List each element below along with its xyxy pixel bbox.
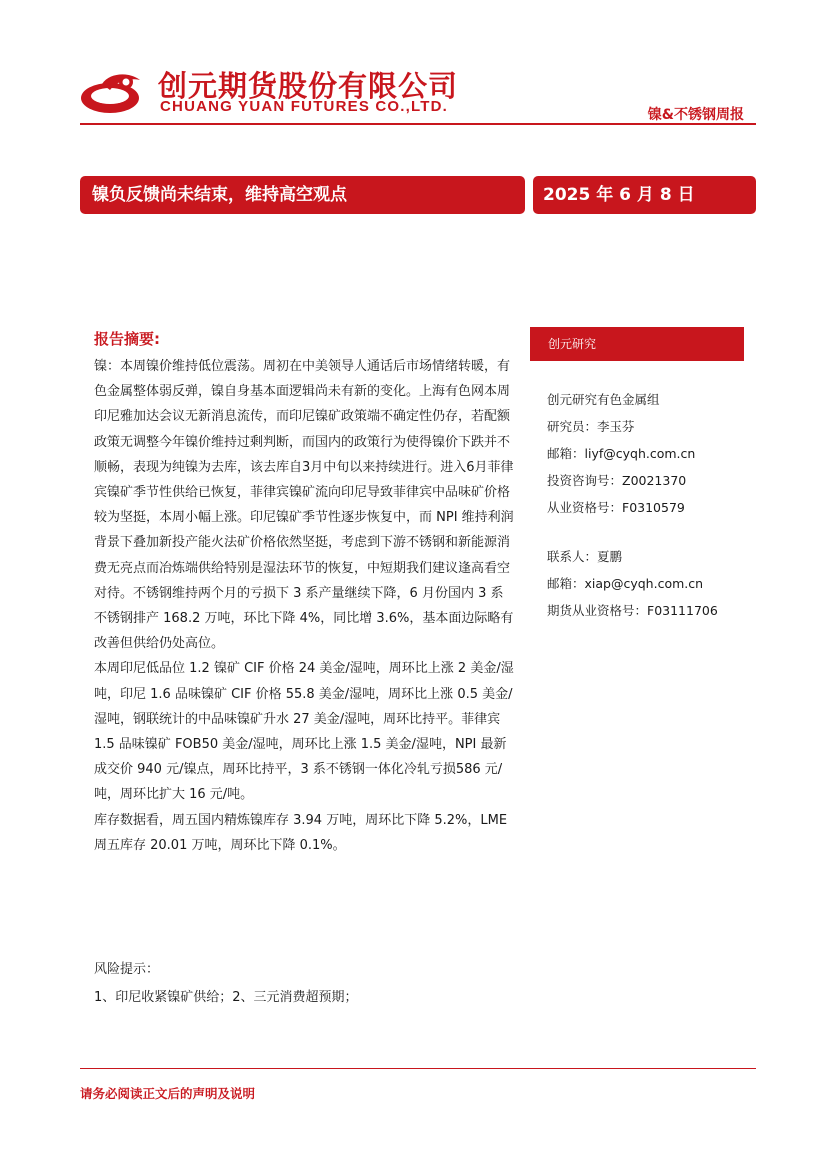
company-name-en: CHUANG YUAN FUTURES CO.,LTD. [160, 98, 449, 115]
license-number: 从业资格号：F0310579 [547, 500, 685, 515]
company-logo-icon [80, 70, 150, 116]
header-divider [80, 123, 756, 125]
sidebar-banner: 创元研究 [530, 327, 744, 361]
contact-info [547, 543, 718, 624]
futures-license-number: 期货从业资格号：F03111706 [547, 603, 718, 618]
risk-label: 风险提示： [94, 962, 160, 977]
analyst-info [547, 386, 695, 521]
contact-email: 邮箱：xiap@cyqh.com.cn [547, 576, 704, 591]
summary-paragraph-prices: 本周印尼低品位 1.2 镍矿 CIF 价格 24 美金/湿吨，周环比上涨 2 美金/湿吨，印尼 1.6 品味镍矿 CIF 价格 55.8 美金/湿吨，周环比上涨 0.5 美金/湿吨，钢联统计的中品味镍矿升水 27 美金/湿吨，周环比持平。菲律宾 1.5 品味镍矿 FOB50 美金/湿吨，周环比上涨 1.5 美金/湿吨，NPI 最新成交价 940 元/镍点，周环比持平，3 系不锈钢一体化冷轧亏损586 元/吨，周环比扩大 16 元/吨。 [94, 661, 514, 803]
risk-text: 1、印尼收紧镍矿供给；2、三元消费超预期； [94, 990, 358, 1005]
company-name-cn: 创元期货股份有限公司 [158, 69, 459, 103]
report-date-banner: 2025 年 6 月 8 日 [533, 176, 756, 214]
report-type-label: 镍&不锈钢周报 [647, 107, 744, 123]
summary-paragraph-nickel: 镍：本周镍价维持低位震荡。周初在中美领导人通话后市场情绪转暖，有色金属整体弱反弹，镍自身基本面逻辑尚未有新的变化。上海有色网本周印尼雅加达会议无新消息流传，而印尼镍矿政策端不确定性仍存，若配额政策无调整今年镍价维持过剩判断，而国内的政策行为使得镍价下跌并不顺畅，表现为纯镍为去库，该去库自3月中旬以来持续进行。进入6月菲律宾镍矿季节性供给已恢复，菲律宾镍矿流向印尼导致菲律宾中品味矿价格较为坚挺，本周小幅上涨。印尼镍矿季节性逐步恢复中，而 NPI 维持利润背景下叠加新投产能火法矿价格依然坚挺，考虑到下游不锈钢和新能源消费无亮点而冶炼端供给特别是湿法环节的恢复，中短期我们建议逢高看空对待。不锈钢维持两个月的亏损下 3 系产量继续下降，6 月份国内 3 系不锈钢排产 168.2 万吨，环比下降 4%，同比增 3.6%，基本面边际略有改善但供给仍处高位。 [94, 359, 514, 652]
advisory-number: 投资咨询号：Z0021370 [547, 473, 687, 488]
report-title-banner: 镍负反馈尚未结束，维持高空观点 [80, 176, 525, 214]
summary-heading: 报告摘要: [94, 330, 160, 348]
summary-body [94, 354, 514, 858]
summary-paragraph-inventory: 库存数据看，周五国内精炼镍库存 3.94 万吨，周环比下降 5.2%，LME 周五库存 20.01 万吨，周环比下降 0.1%。 [94, 812, 508, 853]
analyst-name: 研究员：李玉芬 [547, 419, 635, 434]
footer-disclaimer: 请务必阅读正文后的声明及说明 [80, 1086, 256, 1101]
research-team: 创元研究有色金属组 [547, 392, 660, 407]
analyst-email: 邮箱：liyf@cyqh.com.cn [547, 446, 696, 461]
contact-name: 联系人：夏鹏 [547, 549, 623, 564]
footer-divider [80, 1068, 756, 1069]
